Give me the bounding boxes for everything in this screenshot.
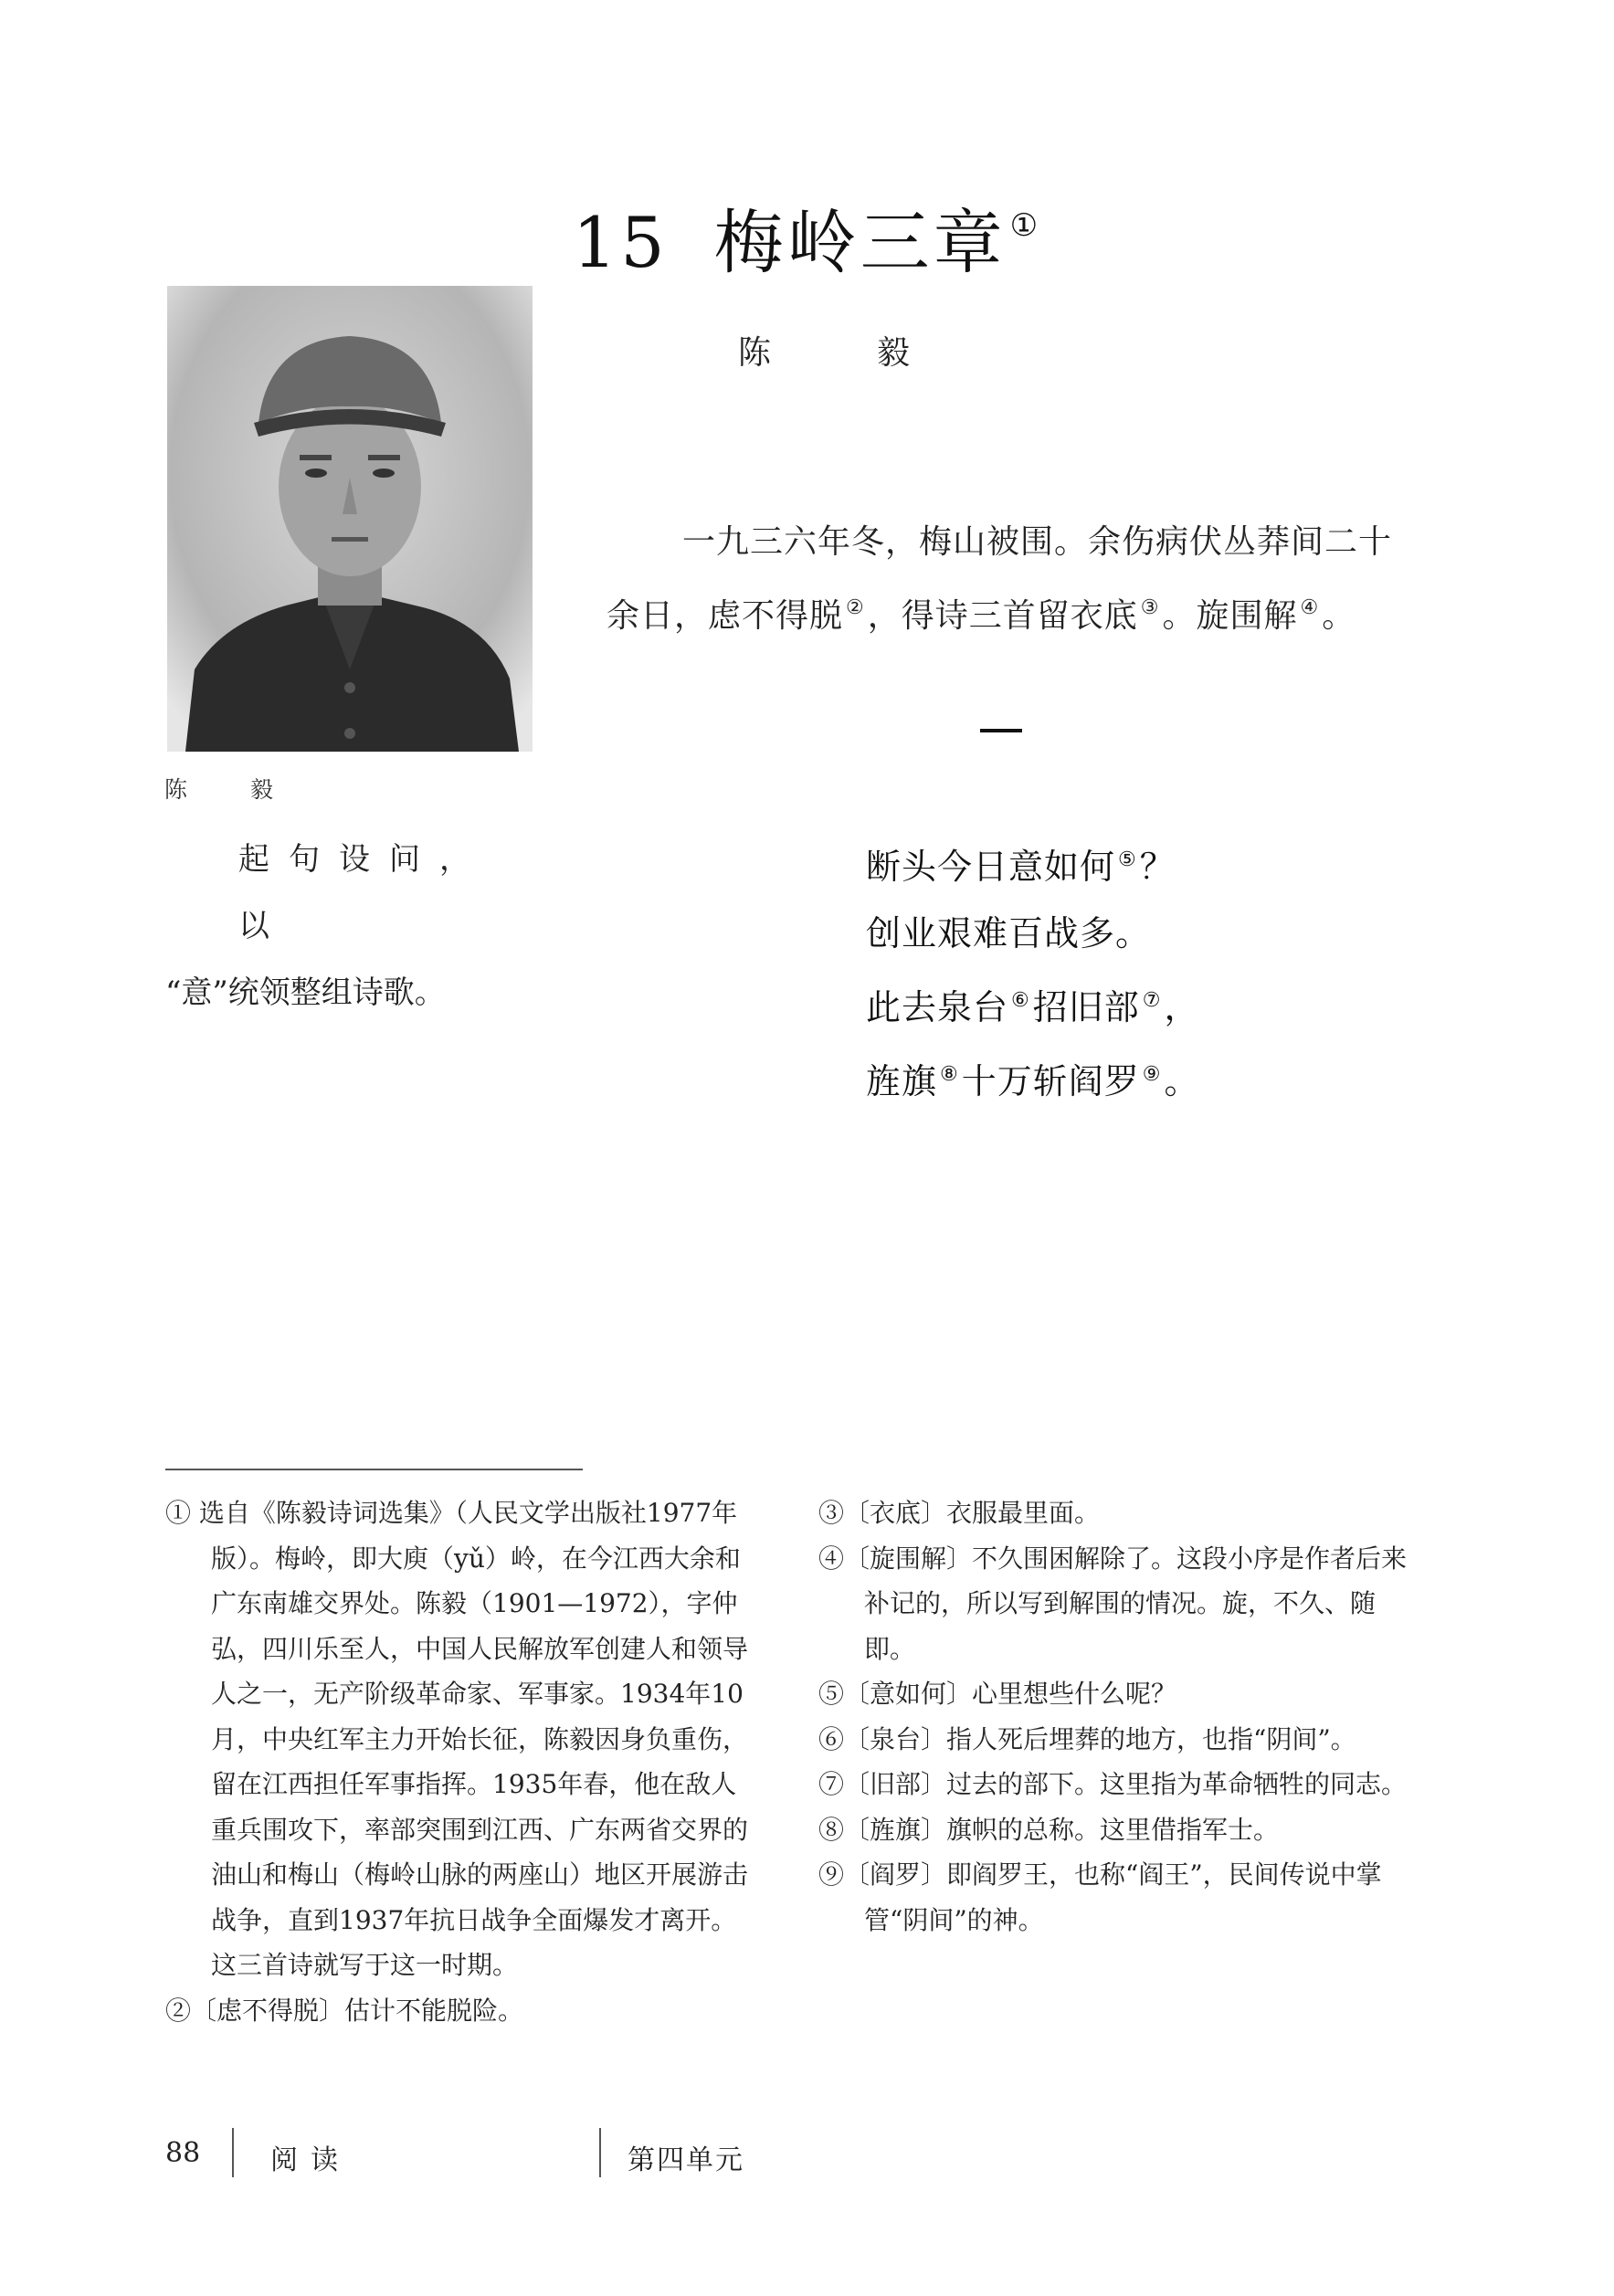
footnote-2: ②〔虑不得脱〕估计不能脱险。 [165,1995,524,2026]
lesson-number: 15 [572,202,669,283]
note-marker-6[interactable]: ⑥ [1011,989,1030,1012]
footnote-3: ③〔衣底〕衣服最里面。 [818,1498,1101,1528]
poem-line-4-text-a: 旌旗 [866,1061,938,1101]
poem-line-1 [866,827,1200,900]
note-marker-9[interactable]: ⑨ [1142,1063,1162,1086]
poem-line-3-text-b: 招旧部 [1032,987,1140,1027]
note-marker-5[interactable]: ⑤ [1118,848,1137,871]
note-marker-4[interactable]: ④ [1300,596,1320,619]
title-note-marker[interactable]: ① [1009,207,1042,244]
author-portrait [167,286,533,752]
preface-text-2: ，得诗三首留衣底 [867,597,1138,635]
poem-line-3 [866,967,1200,1041]
footnotes-left [165,1490,750,2033]
footnote-divider [165,1469,583,1470]
footnote-7: ⑦〔旧部〕过去的部下。这里指为革命牺牲的同志。 [818,1769,1408,1799]
poem-line-4-punct: 。 [1164,1061,1200,1101]
author-name: 陈 毅 [738,334,947,372]
preface-text-3: 。旋围解 [1162,597,1298,635]
section-label [980,703,981,704]
footnote-8: ⑧〔旌旗〕旗帜的总称。这里借指军士。 [818,1814,1280,1845]
poem-line-3-punct: ， [1164,987,1200,1027]
footnote-5: ⑤〔意如何〕心里想些什么呢？ [818,1679,1177,1709]
footnotes-right [818,1490,1421,1943]
preface-text-1: 一九三六年冬，梅山被围。余伤病伏丛莽间二十余日，虑不得脱 [607,523,1393,635]
poem-line-4 [866,1041,1200,1115]
footer-separator-2 [599,2128,601,2177]
footer-separator-1 [232,2128,234,2177]
poem-line-3-text-a: 此去泉台 [866,987,1009,1027]
note-marker-2[interactable]: ② [846,596,865,619]
footer-section: 阅读 [270,2144,351,2176]
section-heading-glyph [980,729,1022,732]
note-marker-8[interactable]: ⑧ [940,1063,959,1086]
preface-text-4: 。 [1322,597,1356,635]
footnote-4: ④〔旋围解〕不久围困解除了。这段小序是作者后来补记的，所以写到解围的情况。旋，不久、随即。 [818,1543,1408,1664]
footnote-1: ① 选自《陈毅诗词选集》（人民文学出版社1977年版）。梅岭，即大庾（yǔ）岭，在今江西大余和广东南雄交界处。陈毅（1901—1972），字仲弘，四川乐至人，中国人民解放军创建人和领导人之一，无产阶级革命家、军事家。1934年10月，中央红军主力开始长征，陈毅因身负重伤，留在江西担任军事指挥。1935年春，他在敌人重兵围攻下，率部突围到江西、广东两省交界的油山和梅山（梅岭山脉的两座山）地区开展游击战争，直到1937年抗日战争全面爆发才离开。这三首诗就写于这一时期。 [165,1498,749,1980]
poem-line-1-text: 断头今日意如何 [866,847,1116,887]
margin-annotation [165,827,522,1027]
margin-annotation-line-2: “意”统领整组诗歌。 [165,974,446,1011]
portrait-image [167,286,533,752]
poem [866,827,1200,1115]
footnote-6: ⑥〔泉台〕指人死后埋葬的地方，也指“阴间”。 [818,1723,1356,1754]
margin-annotation-line-1: 起句设问，以 [238,841,490,944]
page-number: 88 [165,2137,201,2169]
poem-line-1-punct: ？ [1139,847,1176,887]
lesson-title-text: 梅岭三章 [713,202,1007,283]
note-marker-3[interactable]: ③ [1140,596,1160,619]
preface [607,510,1410,649]
photo-caption: 陈 毅 [164,776,294,803]
note-marker-7[interactable]: ⑦ [1142,989,1162,1012]
footer-unit: 第四单元 [628,2144,744,2176]
poem-line-2: 创业艰难百战多。 [866,913,1152,953]
footnote-9: ⑨〔阎罗〕即阎罗王，也称“阎王”，民间传说中掌管“阴间”的神。 [818,1859,1382,1935]
poem-line-4-text-b: 十万斩阎罗 [961,1061,1140,1101]
lesson-title [0,187,1614,287]
section-heading [980,703,1035,709]
